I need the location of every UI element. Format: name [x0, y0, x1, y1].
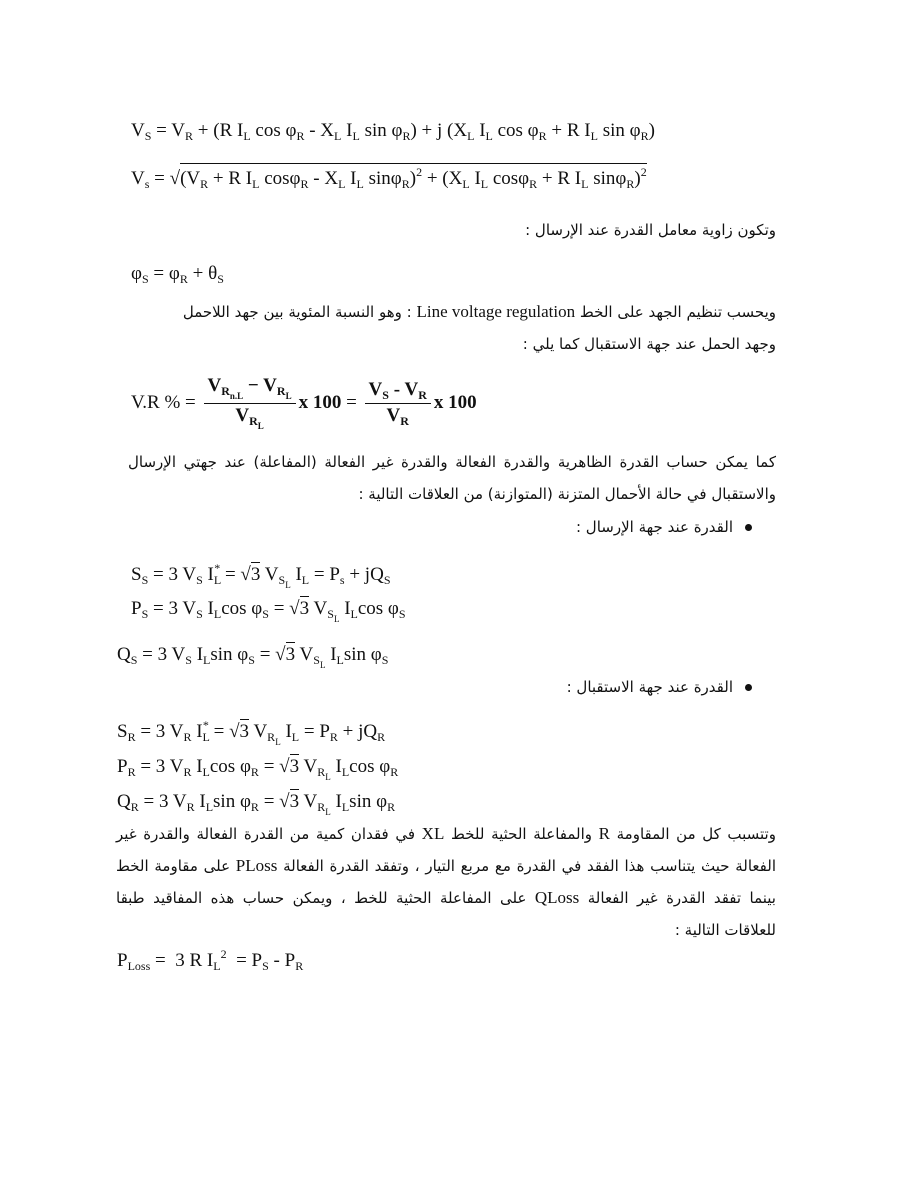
p2-part-c: وجهد الحمل عند جهة الاستقبال كما يلي :	[522, 335, 776, 353]
bullet-sending-power	[576, 518, 752, 536]
p4-part-c: في فقدان كمية من القدرة الفعالة والقدرة غير الفعالة حيث يتناسب هذا الفقد في القدرة مع مربع التيار ، وتفقد القدرة الفعالة	[116, 825, 776, 875]
bullet-dot	[745, 524, 752, 531]
bullet-receiving-power	[567, 678, 752, 696]
paragraph-power-calc	[128, 446, 776, 510]
paragraph-voltage-regulation	[126, 296, 776, 360]
bullet-receiving-label: القدرة عند جهة الاستقبال :	[566, 678, 733, 696]
equation-vs-magnitude: $V_s = √(V_R + R$ $I_L$ $\cos\varphi_R - X_L$ $I_L$ $\sin\varphi_R)^2 + (X_L$ $I_L$ cosφ$_R$ + R $I_L$ sinφ$_R$)$^2$	[131, 165, 647, 191]
equation-qr: $Q_R = 3$ $V_R$ $I_L\sin$ $\varphi_R = √3$ $V_{R_L}$ $I_L\sin$ $\varphi_R$	[117, 791, 396, 817]
vr-fraction-1: $\frac{V_{R_{n.L}} - V_{R_L}}{V_{R_L}}$	[204, 376, 296, 431]
paragraph-losses	[116, 818, 776, 946]
p4-symbol-xl: XL	[421, 824, 445, 843]
p2-latin-term: Line voltage regulation	[416, 302, 576, 321]
p2-part-a: ويحسب تنظيم الجهد على الخط	[579, 303, 776, 321]
equation-qs: $Q_S = 3$ $V_S$ $I_L\sin$ $\varphi_S = √3$ $V_{S_L}$ $I_L\sin$ $\varphi_S$	[117, 644, 389, 670]
paragraph-power-calc-text: كما يمكن حساب القدرة الظاهرية والقدرة الفعالة والقدرة غير الفعالة (المفاعلة) عند جهتي الإرسال والاستقبال في حالة الأحمال المتزنة (المتوازنة) من العلاقات التالية :	[128, 453, 776, 503]
p4-symbol-ploss: PLoss	[235, 856, 278, 875]
equation-ss: $S_S = 3$ $V_S$ $I_L^* = √3$ $V_{S_L}$ $I_L = P_s + jQ_S$	[131, 561, 391, 590]
equation-vs-complex: $V_S = V_R + (R$ $I_L$ $\cos \varphi_R - X_L$ $I_L$ $\sin \varphi_R) + j$ ($X_L$ $I_L$ $\cos \varphi_R + R$ $I_L$ $\sin \varphi_R$)	[131, 120, 655, 143]
bullet-sending-label: القدرة عند جهة الإرسال :	[575, 518, 733, 536]
equation-sr: $S_R = 3$ $V_R$ $I_L^* = √3$ $V_{R_L}$ $I_L = P_R + jQ_R$	[117, 718, 386, 747]
bullet-dot	[745, 684, 752, 691]
paragraph-sending-angle	[136, 214, 776, 246]
p4-part-d: على مقاومة الخط بينما تفقد القدرة غير الفعالة	[116, 857, 776, 907]
equation-pr: $P_R = 3$ $V_R$ $I_L\cos$ $\varphi_R = √3$ $V_{R_L}$ $I_L\cos$ $\varphi_R$	[117, 756, 399, 782]
equation-phi-s: $\varphi_S = \varphi_R + \theta_S$	[131, 263, 224, 286]
p4-symbol-r: R	[598, 824, 610, 843]
paragraph-sending-angle-text: وتكون زاوية معامل القدرة عند الإرسال :	[525, 221, 776, 239]
p2-part-b: : وهو النسبة المئوية بين جهد اللاحمل	[182, 303, 412, 321]
equation-ploss: $P_{Loss} = 3$ R $I_L^2 = P_S - P_R$	[117, 947, 304, 973]
equation-ps: $P_S = 3$ $V_S$ $I_L\cos$ $\varphi_S = √3$ $V_{S_L}$ $I_L\cos$ $\varphi_S$	[131, 598, 406, 624]
p4-part-a: وتتسبب كل من المقاومة	[616, 825, 776, 843]
p4-symbol-qloss: QLoss	[534, 888, 580, 907]
p4-part-e: على المفاعلة الحثية للخط ، ويمكن حساب هذه المفاقيد طبقا للعلاقات التالية :	[116, 889, 776, 939]
equation-voltage-regulation: V.R % = $\frac{V_{R_{n.L}} - V_{R_L}}{V_{R_L}}$ x 100 = $\frac{V_S - V_R}{V_R}$ x 100	[131, 375, 477, 431]
p4-part-b: والمفاعلة الحثية للخط	[450, 825, 593, 843]
vr-fraction-2: $\frac{V_S - V_R}{V_R}$	[365, 380, 431, 427]
